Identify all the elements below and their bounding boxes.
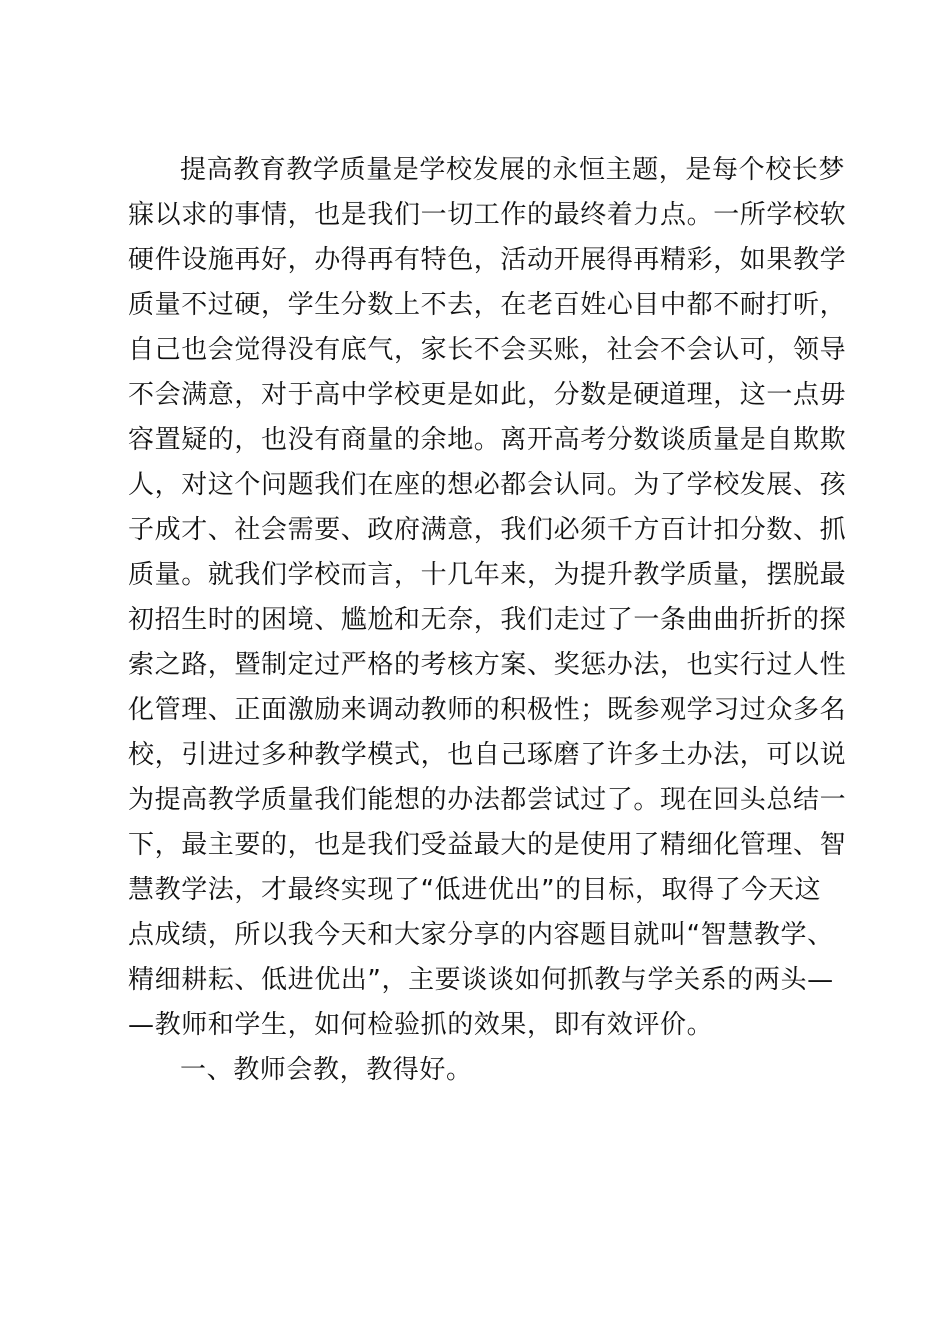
paragraph-line: 初招生时的困境、尴尬和无奈，我们走过了一条曲曲折折的探 <box>128 605 847 635</box>
paragraph-line: 索之路，暨制定过严格的考核方案、奖惩办法，也实行过人性 <box>128 650 847 680</box>
paragraph-line: 点成绩，所以我今天和大家分享的内容题目就叫“智慧教学、 <box>128 920 834 950</box>
paragraph-line: 硬件设施再好，办得再有特色，活动开展得再精彩，如果教学 <box>128 245 847 275</box>
paragraph-line: 容置疑的，也没有商量的余地。离开高考分数谈质量是自欺欺 <box>128 425 847 455</box>
section-heading: 一、教师会教，教得好。 <box>180 1055 473 1085</box>
paragraph-line: 质量。就我们学校而言，十几年来，为提升教学质量，摆脱最 <box>128 560 847 590</box>
paragraph-line: 自己也会觉得没有底气，家长不会买账，社会不会认可，领导 <box>128 335 847 365</box>
paragraph-line: 下，最主要的，也是我们受益最大的是使用了精细化管理、智 <box>128 830 847 860</box>
paragraph-line: 子成才、社会需要、政府满意，我们必须千方百计扣分数、抓 <box>128 515 847 545</box>
body-text <box>128 148 847 1093</box>
paragraph-line: 质量不过硬，学生分数上不去，在老百姓心目中都不耐打听， <box>128 290 847 320</box>
paragraph-line: 为提高教学质量我们能想的办法都尝试过了。现在回头总结一 <box>128 785 847 815</box>
paragraph-line: 校，引进过多种教学模式，也自己琢磨了许多土办法，可以说 <box>128 740 847 770</box>
paragraph-line: 提高教育教学质量是学校发展的永恒主题，是每个校长梦 <box>180 155 846 185</box>
paragraph-line: 慧教学法，才最终实现了“低进优出”的目标，取得了今天这 <box>128 875 822 905</box>
paragraph-line: 寐以求的事情，也是我们一切工作的最终着力点。一所学校软 <box>128 200 847 230</box>
paragraph-line: 不会满意，对于高中学校更是如此，分数是硬道理，这一点毋 <box>128 380 847 410</box>
paragraph-line: —教师和学生，如何检验抓的效果，即有效评价。 <box>128 1010 714 1040</box>
paragraph-line: 精细耕耘、低进优出”，主要谈谈如何抓教与学关系的两头— <box>128 965 834 995</box>
paragraph-line: 人，对这个问题我们在座的想必都会认同。为了学校发展、孩 <box>128 470 847 500</box>
paragraph-line: 化管理、正面激励来调动教师的积极性；既参观学习过众多名 <box>128 695 847 725</box>
